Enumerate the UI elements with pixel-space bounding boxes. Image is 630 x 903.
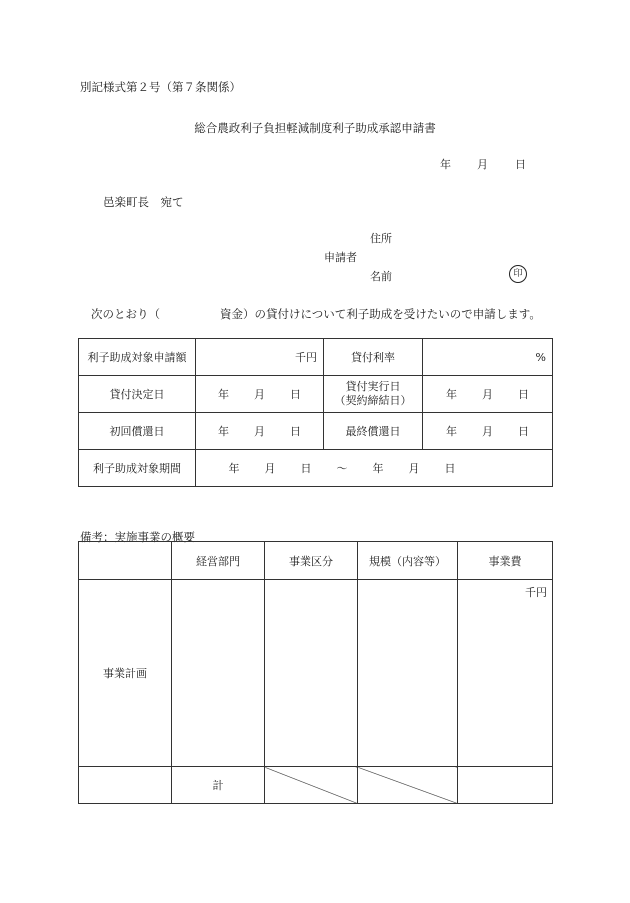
- applicant-label: 申請者: [324, 251, 357, 264]
- year-label: 年: [218, 425, 229, 438]
- month-label: 月: [264, 462, 276, 475]
- document-title: 総合農政利子負担軽減制度利子助成承認申請書: [194, 121, 436, 135]
- day-label: 日: [300, 462, 312, 475]
- total-category-struck: [265, 767, 358, 804]
- interest-rate-unit: %: [535, 350, 546, 364]
- execution-date-label-line1: 貸付実行日: [345, 380, 401, 393]
- final-repayment-label: 最終償還日: [324, 413, 423, 450]
- year-label: 年: [446, 425, 457, 438]
- day-label: 日: [290, 425, 301, 438]
- total-cost-field[interactable]: [458, 767, 553, 804]
- year-label: 年: [372, 462, 384, 475]
- day-label: 日: [518, 425, 529, 438]
- project-cost-unit: 千円: [525, 586, 547, 599]
- day-label: 日: [518, 388, 529, 401]
- period-separator: ～: [336, 462, 348, 475]
- subsidy-amount-field[interactable]: [196, 339, 324, 376]
- corner-cell: [79, 542, 172, 580]
- decision-date-field[interactable]: [196, 376, 324, 413]
- year-label: 年: [228, 462, 240, 475]
- first-repayment-field[interactable]: [196, 413, 324, 450]
- header-scale: 規模（内容等）: [358, 542, 458, 580]
- month-label: 月: [482, 425, 493, 438]
- execution-date-label: [324, 376, 423, 413]
- final-repayment-field[interactable]: [423, 413, 553, 450]
- statement-suffix: 資金）の貸付けについて利子助成を受けたいので申請します。: [220, 307, 541, 321]
- application-statement: [91, 306, 541, 322]
- total-label: 計: [172, 767, 265, 804]
- month-label: 月: [408, 462, 420, 475]
- total-scale-struck: [358, 767, 458, 804]
- month-label: 月: [482, 388, 493, 401]
- subsidy-period-field[interactable]: [196, 450, 553, 487]
- project-category-field[interactable]: [265, 580, 358, 767]
- year-label: 年: [446, 388, 457, 401]
- interest-rate-label: 貸付利率: [324, 339, 423, 376]
- total-row-blank: [79, 767, 172, 804]
- form-reference: 別記様式第２号（第７条関係）: [80, 80, 241, 94]
- subsidy-amount-label: 利子助成対象申請額: [79, 339, 196, 376]
- header-project-cost: 事業費: [458, 542, 553, 580]
- month-label: 月: [254, 425, 265, 438]
- header-project-category: 事業区分: [265, 542, 358, 580]
- name-label: 名前: [370, 270, 392, 283]
- execution-date-label-line2: （契約締結日）: [334, 394, 412, 407]
- interest-rate-field[interactable]: [423, 339, 553, 376]
- project-plan-table: [78, 541, 553, 804]
- subsidy-amount-unit: 千円: [295, 351, 317, 364]
- business-division-field[interactable]: [172, 580, 265, 767]
- date-month-label: 月: [477, 158, 488, 171]
- addressee: 邑楽町長 宛て: [103, 195, 184, 209]
- seal-mark: 印: [509, 265, 527, 283]
- date-year-label: 年: [440, 158, 451, 171]
- loan-details-table: [78, 338, 553, 487]
- scale-field[interactable]: [358, 580, 458, 767]
- first-repayment-label: 初回償還日: [79, 413, 196, 450]
- project-plan-label: 事業計画: [79, 580, 172, 767]
- execution-date-field[interactable]: [423, 376, 553, 413]
- decision-date-label: 貸付決定日: [79, 376, 196, 413]
- year-label: 年: [218, 388, 229, 401]
- month-label: 月: [254, 388, 265, 401]
- remarks-label: 備考：実施事業の概要: [80, 530, 195, 544]
- address-label: 住所: [370, 232, 392, 245]
- day-label: 日: [444, 462, 456, 475]
- application-date: [440, 156, 526, 172]
- statement-prefix: 次のとおり（: [91, 307, 160, 321]
- header-business-division: 経営部門: [172, 542, 265, 580]
- project-cost-field[interactable]: [458, 580, 553, 767]
- subsidy-period-label: 利子助成対象期間: [79, 450, 196, 487]
- day-label: 日: [290, 388, 301, 401]
- date-day-label: 日: [515, 158, 526, 171]
